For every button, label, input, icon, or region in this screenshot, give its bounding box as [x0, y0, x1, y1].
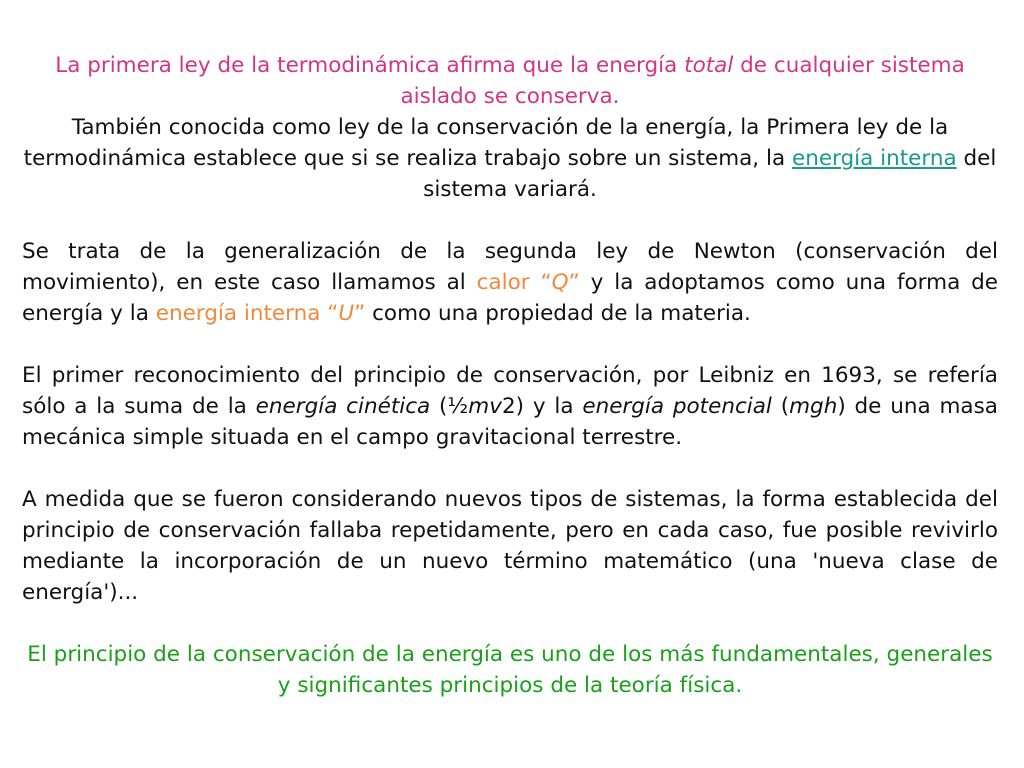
text-leibniz-a: El primer reconocimiento del principio de conservación, por Leibniz en 1693, se refería sólo a la suma de la [22, 363, 998, 419]
text-conservation-a: También conocida como ley de la conservación de la energía, la Primera ley de la termodinámica establece que si se realiza trabajo sobre un sistema, la [23, 115, 949, 171]
text-u-symbol: U [338, 301, 355, 326]
text-energia-cinetica: energía cinética [255, 394, 431, 419]
text-energia-interna: energía interna “ [155, 301, 339, 326]
text-leibniz-i: ) de una masa mecánica simple situada en el campo gravitacional terrestre. [22, 394, 998, 450]
text-leibniz-e: 2) y la [501, 394, 583, 419]
text-mgh: mgh [789, 394, 838, 419]
paragraph-new-systems [22, 484, 998, 608]
text-calor: calor “ [476, 270, 552, 295]
text-new-systems: A medida que se fueron considerando nuevos tipos de sistemas, la forma establecida del principio de conservación fallaba repetidamente, pero en cada caso, fue posible revivirlo mediante la incorporación de un nuevo término matemático (una 'nueva clase de energía')... [22, 487, 998, 605]
text-principle: El principio de la conservación de la energía es uno de los más fundamentales, generales y significantes principios de la teoría física. [27, 642, 993, 698]
paragraph-leibniz [22, 360, 998, 453]
energia-interna-link[interactable]: energía interna [791, 146, 957, 171]
spacer [22, 205, 998, 236]
text-newton-i: como una propiedad de la materia. [365, 301, 751, 326]
spacer [22, 453, 998, 484]
text-conservation-b: del sistema variará. [423, 146, 997, 202]
text-total-italic: total [684, 53, 734, 78]
paragraph-newton [22, 236, 998, 329]
paragraph-first-law [22, 50, 998, 112]
text-u-close-quote: ” [354, 301, 366, 326]
paragraph-principle [22, 639, 998, 701]
text-mv: mv [468, 394, 502, 419]
slide-body [22, 50, 998, 701]
spacer [22, 329, 998, 360]
text-energia-potencial: energía potencial [582, 394, 772, 419]
text-leibniz-g: ( [771, 394, 790, 419]
text-q-close-quote: ” [568, 270, 580, 295]
text-q-symbol: Q [551, 270, 569, 295]
text-first-law-c: de cualquier sistema aislado se conserva. [400, 53, 965, 109]
text-first-law-a: La primera ley de la termodinámica afirma que la energía [55, 53, 685, 78]
text-leibniz-c: (½ [430, 394, 469, 419]
paragraph-conservation [22, 112, 998, 205]
spacer [22, 608, 998, 639]
text-newton-a: Se trata de la generalización de la segunda ley de Newton (conservación del movimiento), en este caso llamamos al [22, 239, 998, 295]
text-newton-e: y la adoptamos como una forma de energía y la [22, 270, 999, 326]
